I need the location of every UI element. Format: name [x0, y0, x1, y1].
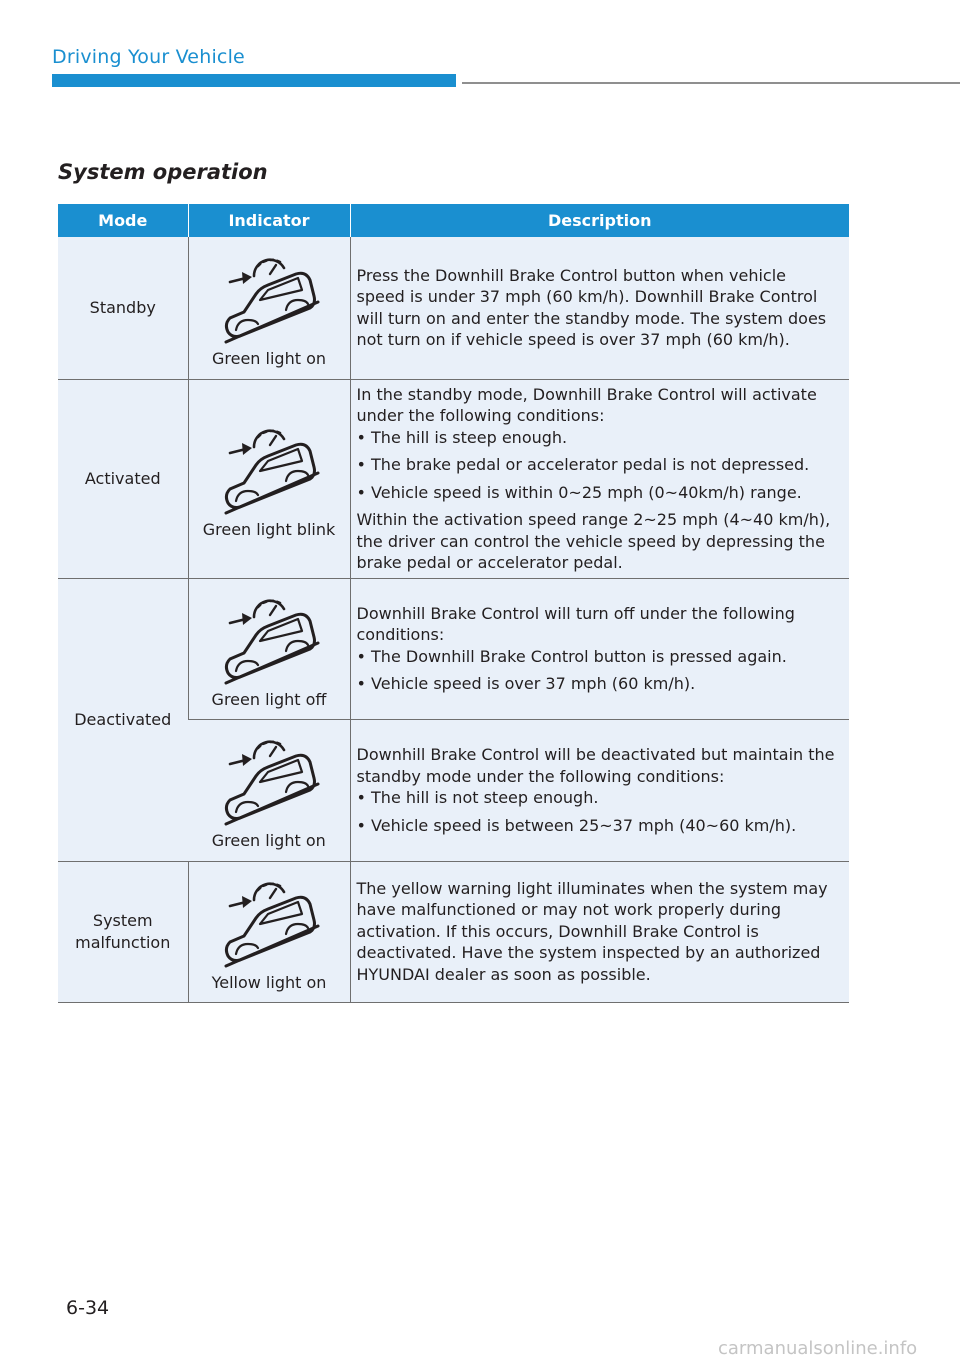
indicator-caption: Yellow light on	[211, 972, 327, 992]
mode-label: System malfunction	[75, 911, 171, 952]
mode-cell: Activated	[58, 379, 188, 578]
watermark: carmanualsonline.info	[718, 1338, 918, 1359]
mode-cell: Standby	[58, 237, 188, 379]
downhill-brake-control-icon	[214, 254, 324, 346]
column-header-indicator: Indicator	[188, 204, 350, 237]
description-cell	[350, 861, 849, 1002]
downhill-brake-control-icon	[214, 425, 324, 517]
page-number: 6-34	[66, 1297, 110, 1319]
indicator-cell	[188, 719, 350, 861]
description-text-after: Within the activation speed range 2~25 mph (4~40 km/h), the driver can control the vehicle speed by depressing the brake pedal or accelerator pedal.	[356, 510, 831, 572]
table-row	[58, 861, 849, 1002]
indicator-caption: Green light off	[211, 689, 327, 709]
table-row	[58, 578, 849, 719]
indicator-caption: Green light on	[211, 831, 326, 851]
indicator-cell	[188, 861, 350, 1002]
description-text: Downhill Brake Control will be deactivated but maintain the standby mode under the following conditions:	[356, 745, 835, 786]
indicator-cell	[188, 578, 350, 719]
header-accent-bar	[52, 74, 456, 87]
column-header-description: Description	[350, 204, 849, 237]
description-bullet: • Vehicle speed is over 37 mph (60 km/h).	[356, 674, 696, 693]
table-row	[58, 379, 849, 578]
description-cell	[350, 237, 849, 379]
description-bullet: • Vehicle speed is between 25~37 mph (40~60 km/h).	[356, 815, 797, 835]
description-bullet: • Vehicle speed is within 0~25 mph (0~40km/h) range.	[356, 482, 802, 502]
description-text: The yellow warning light illuminates when the system may have malfunctioned or may not work properly during activation. If this occurs, Downhill Brake Control is deactivated. Have the system inspected by an authorized HYUNDAI dealer as soon as possible.	[356, 878, 828, 984]
description-bullet: • The hill is not steep enough.	[356, 788, 599, 807]
indicator-caption: Green light on	[211, 349, 326, 368]
description-text: In the standby mode, Downhill Brake Control will activate under the following conditions:	[356, 384, 817, 425]
mode-cell	[58, 861, 188, 1002]
description-cell	[350, 578, 849, 719]
table-header-row	[58, 204, 849, 237]
description-bullet: • The brake pedal or accelerator pedal is not depressed.	[356, 455, 810, 474]
downhill-brake-control-icon	[214, 736, 324, 828]
operation-table	[58, 204, 849, 1003]
indicator-cell	[188, 237, 350, 379]
subheading: System operation	[58, 160, 268, 184]
section-title: Driving Your Vehicle	[52, 46, 245, 68]
description-cell	[350, 379, 849, 578]
description-bullet: • The Downhill Brake Control button is pressed again.	[356, 646, 787, 666]
indicator-caption: Green light blink	[202, 519, 336, 539]
description-text: Press the Downhill Brake Control button when vehicle speed is under 37 mph (60 km/h). Downhill Brake Control will turn on and enter the standby mode. The system does not turn on if vehicle speed is over 37 mph (60 km/h).	[356, 265, 827, 350]
mode-cell: Deactivated	[58, 578, 188, 861]
downhill-brake-control-icon	[214, 595, 324, 687]
description-cell	[350, 719, 849, 861]
header-rule	[462, 82, 960, 84]
indicator-cell	[188, 379, 350, 578]
description-text: Downhill Brake Control will turn off under the following conditions:	[356, 603, 795, 644]
downhill-brake-control-icon	[214, 878, 324, 970]
column-header-mode: Mode	[58, 204, 188, 237]
description-bullet: • The hill is steep enough.	[356, 427, 568, 447]
table-row	[58, 237, 849, 379]
